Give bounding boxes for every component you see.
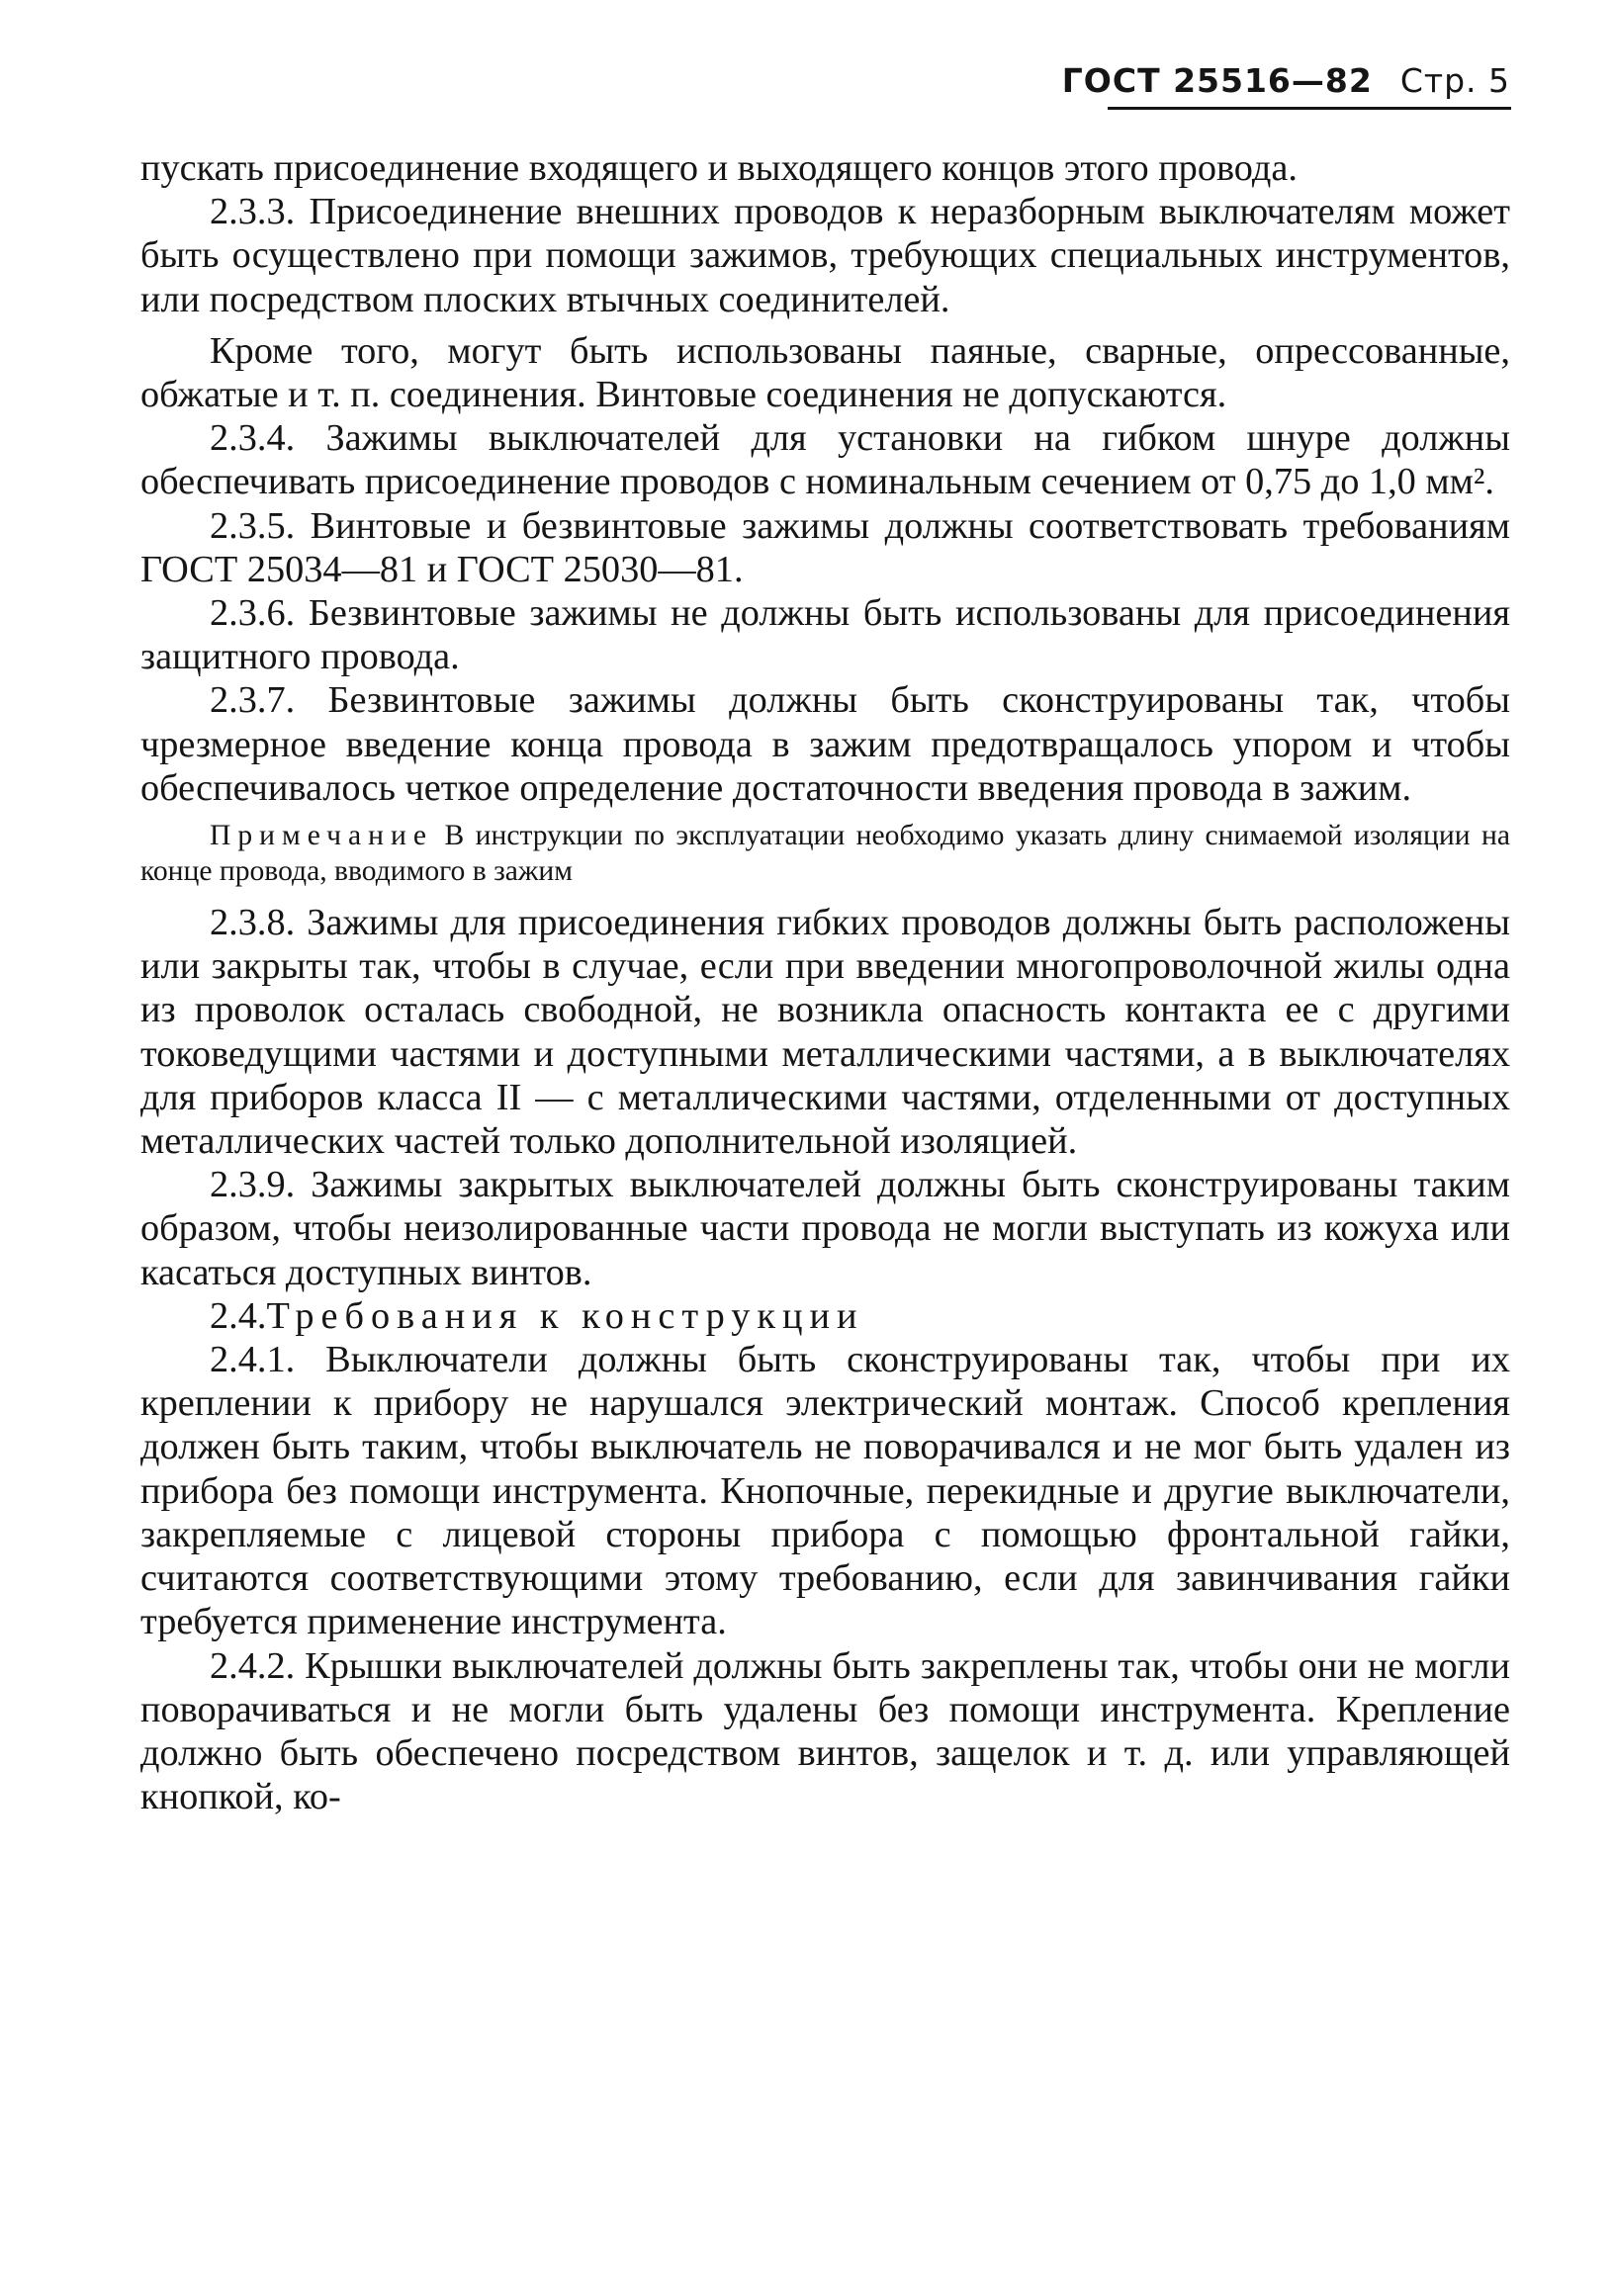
paragraph-2-3-6: 2.3.6. Безвинтовые зажимы не должны быть использованы для присоединения защитного провода. — [140, 592, 1510, 678]
section-number: 2.4. — [210, 1294, 267, 1337]
paragraph-2-3-9: 2.3.9. Зажимы закрытых выключателей должны быть сконструированы таким образом, чтобы неизолированные части провода не могли выступать из кожуха или касаться доступных винтов. — [140, 1164, 1510, 1293]
paragraph-continuation: пускать присоединение входящего и выходящего концов этого провода. — [140, 147, 1298, 189]
document-body — [140, 146, 1510, 1818]
paragraph-2-3-5: 2.3.5. Винтовые и безвинтовые зажимы должны соответствовать требованиям ГОСТ 25034—81 и ГОСТ 25030—81. — [140, 504, 1510, 590]
page-header — [1062, 61, 1510, 106]
paragraph-2-3-3-cont: Кроме того, могут быть использованы паяные, сварные, опрессованные, обжатые и т. п. соединения. Винтовые соединения не допускаются. — [140, 329, 1510, 416]
section-title: Требования к конструкции — [266, 1294, 864, 1337]
paragraph-2-3-7: 2.3.7. Безвинтовые зажимы должны быть сконструированы так, чтобы чрезмерное введение конца провода в зажим предотвращалось упором и чтобы обеспечивалось четкое определение достаточности введения провода в зажим. — [140, 679, 1510, 809]
page-number: Стр. 5 — [1399, 61, 1510, 100]
paragraph-2-4-2: 2.4.2. Крышки выключателей должны быть закреплены так, чтобы они не могли поворачиваться и не могли быть удалены без помощи инструмента. Крепление должно быть обеспечено посредством винтов, защелок и т. д. или управляющей кнопкой, ко- — [140, 1644, 1510, 1818]
paragraph-2-3-3: 2.3.3. Присоединение внешних проводов к неразборным выключателям может быть осуществлено при помощи зажимов, требующих специальных инструментов, или посредством плоских втычных соединителей. — [140, 191, 1510, 320]
section-heading — [140, 1294, 1510, 1338]
paragraph-2-4-1: 2.4.1. Выключатели должны быть сконструированы так, чтобы при их креплении к прибору не нарушался электрический монтаж. Способ крепления должен быть таким, чтобы выключатель не поворачивался и не мог быть удален из прибора без помощи инструмента. Кнопочные, перекидные и другие выключатели, закрепляемые с лицевой стороны прибора с помощью фронтальной гайки, считаются соответствующими этому требованию, если для завинчивания гайки требуется применение инструмента. — [140, 1339, 1510, 1643]
standard-number: ГОСТ 25516—82 — [1061, 61, 1373, 100]
paragraph-2-3-8: 2.3.8. Зажимы для присоединения гибких проводов должны быть расположены или закрыты так, чтобы в случае, если при введении многопроволочной жилы одна из проволок осталась свободной, не возникла опасность контакта ее с другими токоведущими частями и доступными металлическими частями, а в выключателях для приборов класса II — с металлическими частями, отделенными от доступных металлических частей только дополнительной изоляцией. — [140, 902, 1510, 1163]
note — [140, 818, 1510, 889]
header-rule — [1108, 107, 1511, 110]
note-text: В инструкции по эксплуатации необходимо указать длину снимаемой изоляции на конце провода, вводимого в зажим — [140, 820, 1510, 888]
paragraph-2-3-4: 2.3.4. Зажимы выключателей для установки на гибком шнуре должны обеспечивать присоединение проводов с номинальным сечением от 0,75 до 1,0 мм². — [140, 417, 1510, 503]
note-label: Примечание — [210, 820, 433, 852]
